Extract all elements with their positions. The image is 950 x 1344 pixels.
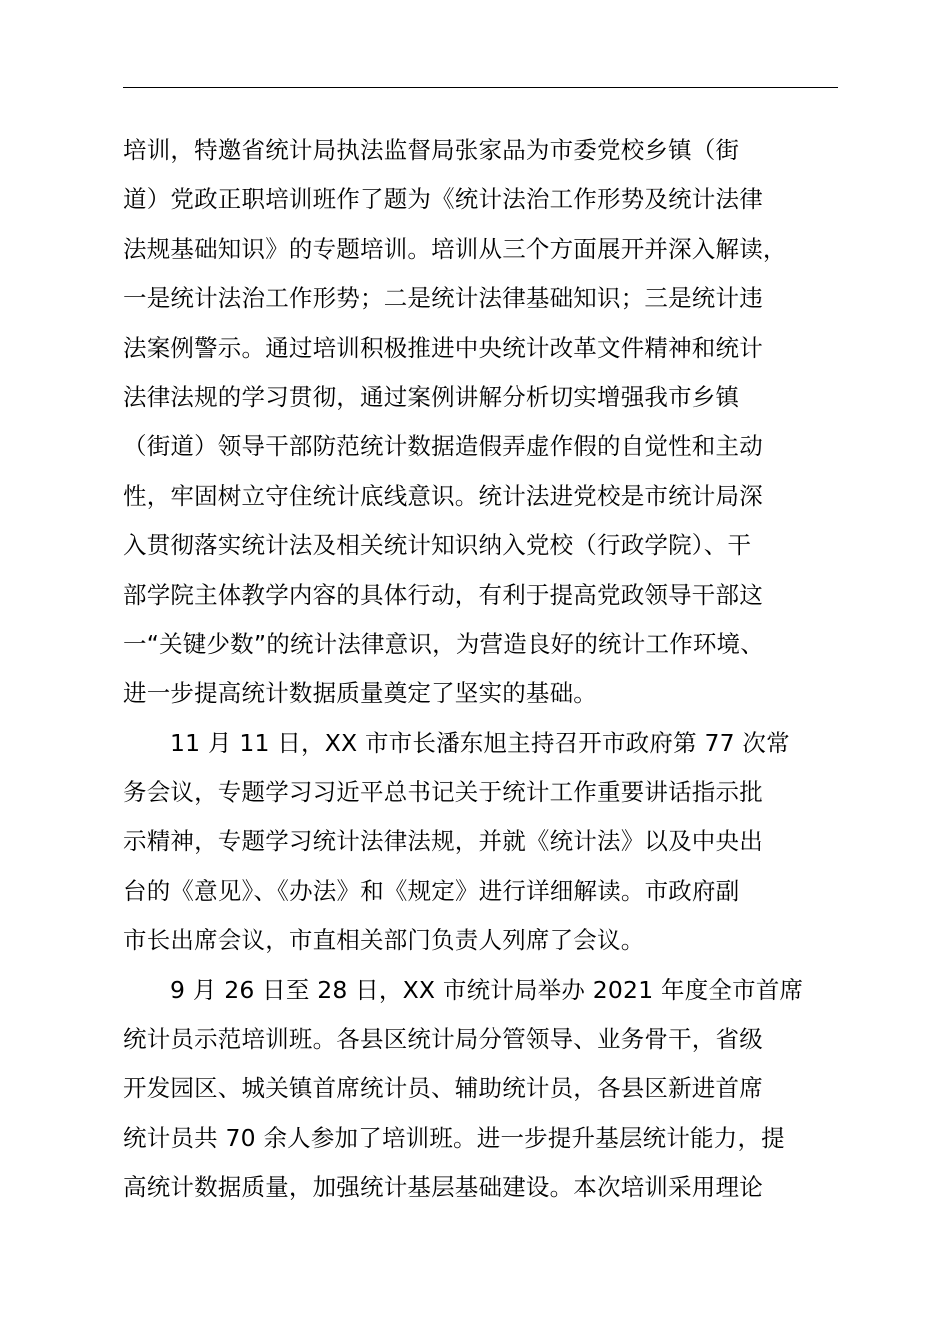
text-line: 道）党政正职培训班作了题为《统计法治工作形势及统计法律 xyxy=(123,185,763,214)
text-line: 性，牢固树立守住统计底线意识。统计法进党校是市统计局深 xyxy=(123,481,763,510)
text-line: 统计员共 70 余人参加了培训班。进一步提升基层统计能力，提 xyxy=(123,1123,785,1152)
text-line: 统计员示范培训班。各县区统计局分管领导、业务骨干，省级 xyxy=(123,1025,763,1054)
body-text xyxy=(123,126,858,1213)
text-line: 法案例警示。通过培训积极推进中央统计改革文件精神和统计 xyxy=(123,333,763,362)
text-line: 培训，特邀省统计局执法监督局张家品为市委党校乡镇（街 xyxy=(123,136,740,164)
text-line: 部学院主体教学内容的具体行动，有利于提高党政领导干部这 xyxy=(123,580,763,609)
text-line: 高统计数据质量，加强统计基层基础建设。本次培训采用理论 xyxy=(123,1173,763,1202)
header-rule xyxy=(123,87,838,88)
text-line: 一是统计法治工作形势；二是统计法律基础知识；三是统计违 xyxy=(123,284,763,313)
text-line: 开发园区、城关镇首席统计员、辅助统计员，各县区新进首席 xyxy=(123,1074,763,1103)
text-line: 台的《意见》、《办法》和《规定》进行详细解读。市政府副 xyxy=(123,876,740,905)
text-line: （街道）领导干部防范统计数据造假弄虚作假的自觉性和主动 xyxy=(123,432,763,461)
paragraph-first-line: 9 月 26 日至 28 日，XX 市统计局举办 2021 年度全市首席 xyxy=(170,975,804,1004)
text-line: 入贯彻落实统计法及相关统计知识纳入党校（行政学院）、干 xyxy=(123,531,752,560)
text-line: 务会议，专题学习习近平总书记关于统计工作重要讲话指示批 xyxy=(123,778,763,807)
text-line: 市长出席会议，市直相关部门负责人列席了会议。 xyxy=(123,926,645,955)
text-line: 进一步提高统计数据质量奠定了坚实的基础。 xyxy=(123,679,597,708)
text-line: 一“关键少数”的统计法律意识，为营造良好的统计工作环境、 xyxy=(123,629,764,658)
text-line: 法规基础知识》的专题培训。培训从三个方面展开并深入解读， xyxy=(123,234,787,263)
paragraph-first-line: 11 月 11 日，XX 市市长潘东旭主持召开市政府第 77 次常 xyxy=(170,728,790,757)
text-line: 示精神，专题学习统计法律法规，并就《统计法》以及中央出 xyxy=(123,827,763,856)
text-line: 法律法规的学习贯彻，通过案例讲解分析切实增强我市乡镇 xyxy=(123,382,740,411)
